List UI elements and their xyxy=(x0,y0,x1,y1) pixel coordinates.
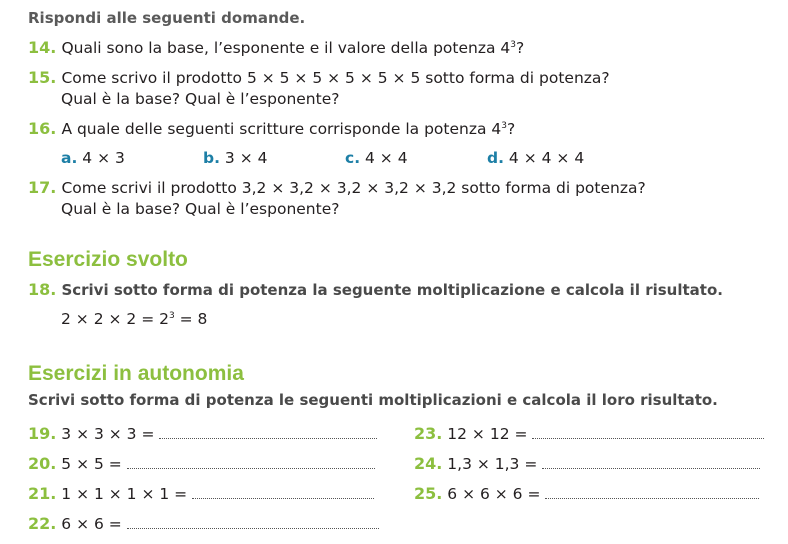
question-text-main: A quale delle seguenti scritture corrisponde la potenza 4 xyxy=(61,120,502,138)
question-number: 20. xyxy=(28,454,57,473)
question-number: 17. xyxy=(28,178,57,197)
exercise-expression: 1,3 × 1,3 = xyxy=(447,455,538,473)
question-number: 14. xyxy=(28,38,57,57)
question-number: 24. xyxy=(414,454,443,473)
question-15 xyxy=(28,68,610,87)
exercise-25 xyxy=(414,484,759,503)
option-letter: b. xyxy=(203,149,220,167)
question-16 xyxy=(28,119,515,138)
question-text xyxy=(61,120,515,138)
question-number: 23. xyxy=(414,424,443,443)
exercise-expression: 6 × 6 × 6 = xyxy=(447,485,541,503)
exercise-20 xyxy=(28,454,375,473)
exercise-expression: 6 × 6 = xyxy=(61,515,122,533)
answer-blank[interactable] xyxy=(532,424,764,439)
question-17 xyxy=(28,178,646,197)
question-number: 19. xyxy=(28,424,57,443)
option-text: 4 × 4 × 4 xyxy=(508,149,585,167)
option-letter: d. xyxy=(487,149,504,167)
answer-result: = 8 xyxy=(174,310,208,328)
exercise-expression: 3 × 3 × 3 = xyxy=(61,425,155,443)
section-heading-autonomy: Esercizi in autonomia xyxy=(28,362,244,385)
exponent: 3 xyxy=(501,121,507,131)
exponent: 3 xyxy=(168,311,175,321)
question-text xyxy=(61,39,524,57)
exercise-23 xyxy=(414,424,764,443)
exercise-expression: 5 × 5 = xyxy=(61,455,122,473)
question-number: 18. xyxy=(28,280,57,299)
answer-blank[interactable] xyxy=(192,484,374,499)
exercise-18 xyxy=(28,280,723,299)
exercise-21 xyxy=(28,484,374,503)
answer-blank[interactable] xyxy=(545,484,759,499)
option-d xyxy=(487,149,584,167)
exercise-expression: 12 × 12 = xyxy=(447,425,528,443)
answer-main: 2 × 2 × 2 = 2 xyxy=(61,310,169,328)
option-text: 4 × 3 xyxy=(82,149,125,167)
option-text: 4 × 4 xyxy=(365,149,408,167)
question-number: 21. xyxy=(28,484,57,503)
question-15-line2: Qual è la base? Qual è l’esponente? xyxy=(61,90,340,108)
exercise-19 xyxy=(28,424,377,443)
exponent: 3 xyxy=(510,40,517,50)
question-text: Come scrivi il prodotto 3,2 × 3,2 × 3,2 × 3,2 × 3,2 sotto forma di potenza? xyxy=(61,179,646,197)
exercise-expression: 1 × 1 × 1 × 1 = xyxy=(61,485,188,503)
question-mark: ? xyxy=(516,39,525,57)
answer-blank[interactable] xyxy=(127,454,375,469)
answer-blank[interactable] xyxy=(542,454,760,469)
solved-answer xyxy=(61,310,207,328)
option-a xyxy=(61,149,125,167)
option-letter: a. xyxy=(61,149,78,167)
question-number: 15. xyxy=(28,68,57,87)
option-letter: c. xyxy=(345,149,361,167)
question-number: 25. xyxy=(414,484,443,503)
question-text: Come scrivo il prodotto 5 × 5 × 5 × 5 × 5 × 5 sotto forma di potenza? xyxy=(61,69,610,87)
intro-instruction: Rispondi alle seguenti domande. xyxy=(28,9,306,27)
exercise-text: Scrivi sotto forma di potenza la seguente moltiplicazione e calcola il risultato. xyxy=(61,281,723,299)
answer-blank[interactable] xyxy=(159,424,377,439)
answer-blank[interactable] xyxy=(127,514,379,529)
question-mark: ? xyxy=(507,120,516,138)
question-number: 16. xyxy=(28,119,57,138)
question-17-line2: Qual è la base? Qual è l’esponente? xyxy=(61,200,340,218)
question-text-main: Quali sono la base, l’esponente e il valore della potenza 4 xyxy=(61,39,511,57)
question-14 xyxy=(28,38,524,57)
option-text: 3 × 4 xyxy=(224,149,268,167)
question-number: 22. xyxy=(28,514,57,533)
exercise-24 xyxy=(414,454,760,473)
option-c xyxy=(345,149,408,167)
option-b xyxy=(203,149,268,167)
autonomy-instruction: Scrivi sotto forma di potenza le seguenti moltiplicazioni e calcola il loro risultato. xyxy=(28,391,718,409)
section-heading-solved: Esercizio svolto xyxy=(28,248,188,271)
exercise-22 xyxy=(28,514,379,533)
